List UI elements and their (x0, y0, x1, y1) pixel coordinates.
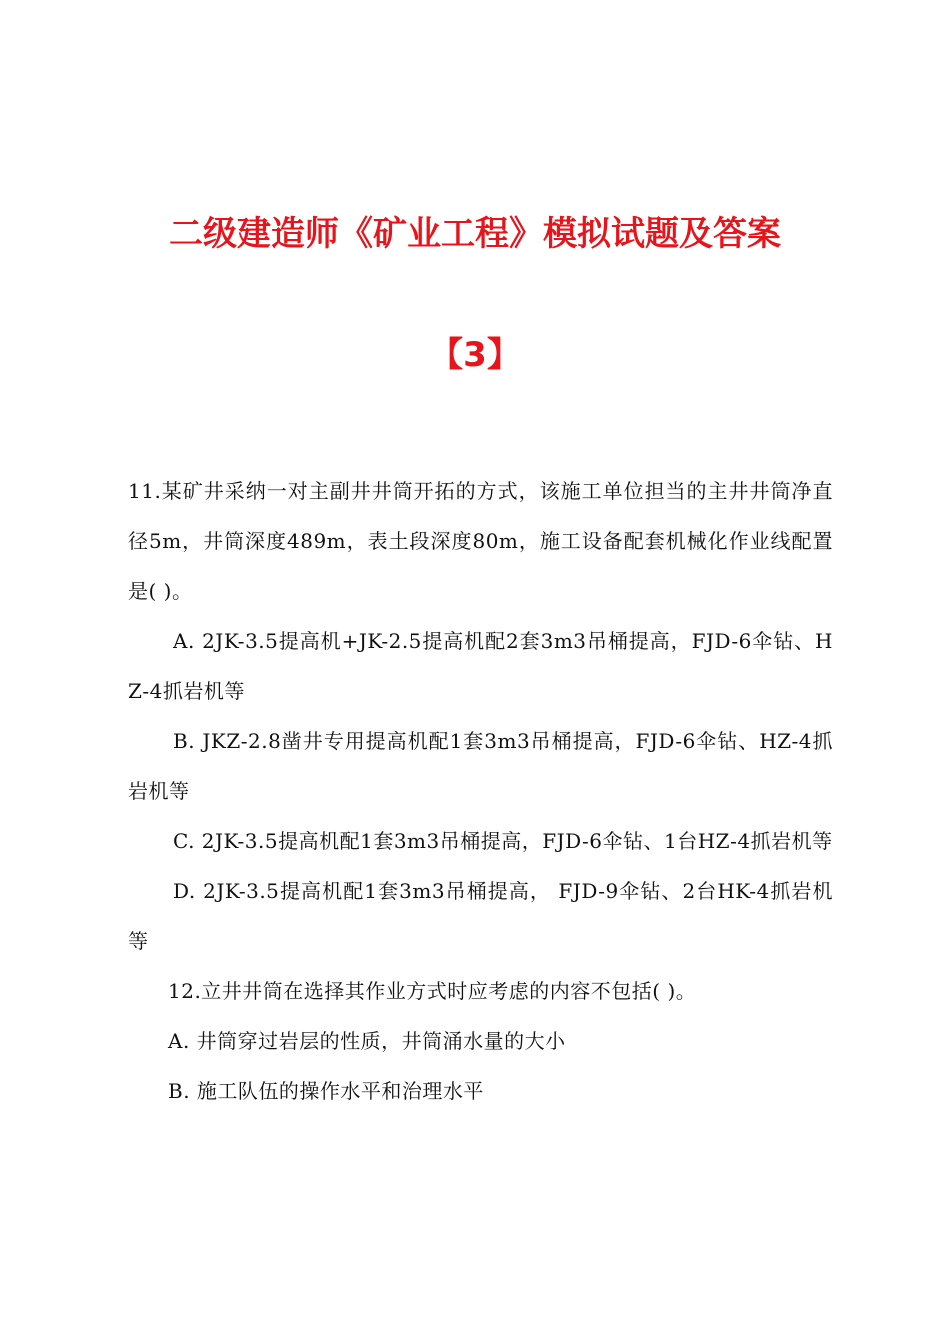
document-title: 二级建造师《矿业工程》模拟试题及答案 (169, 214, 781, 254)
question-12-option-a: A. 井筒穿过岩层的性质，井筒涌水量的大小 (168, 1029, 566, 1053)
question-11-option-b: B. JKZ-2.8凿井专用提高机配1套3m3吊桶提高，FJD-6伞钻、HZ-4抓岩机等 (128, 729, 833, 803)
question-11-option-c: C. 2JK-3.5提高机配1套3m3吊桶提高，FJD-6伞钻、1台HZ-4抓岩机等 (173, 829, 833, 853)
question-12-option-b: B. 施工队伍的操作水平和治理水平 (168, 1079, 484, 1103)
question-11-option-a: A. 2JK-3.5提高机+JK-2.5提高机配2套3m3吊桶提高，FJD-6伞钻、HZ-4抓岩机等 (128, 629, 833, 703)
document-body (128, 466, 833, 1116)
question-12-stem: 12.立井井筒在选择其作业方式时应考虑的内容不包括( )。 (168, 979, 697, 1003)
question-11-stem: 11.某矿井采纳一对主副井井筒开拓的方式，该施工单位担当的主井井筒净直径5m，井筒深度489m，表土段深度80m，施工设备配套机械化作业线配置是( )。 (128, 479, 833, 603)
document-subtitle: 【3】 (429, 335, 521, 375)
question-11-option-d: D. 2JK-3.5提高机配1套3m3吊桶提高， FJD-9伞钻、2台HK-4抓岩机等 (128, 879, 833, 953)
